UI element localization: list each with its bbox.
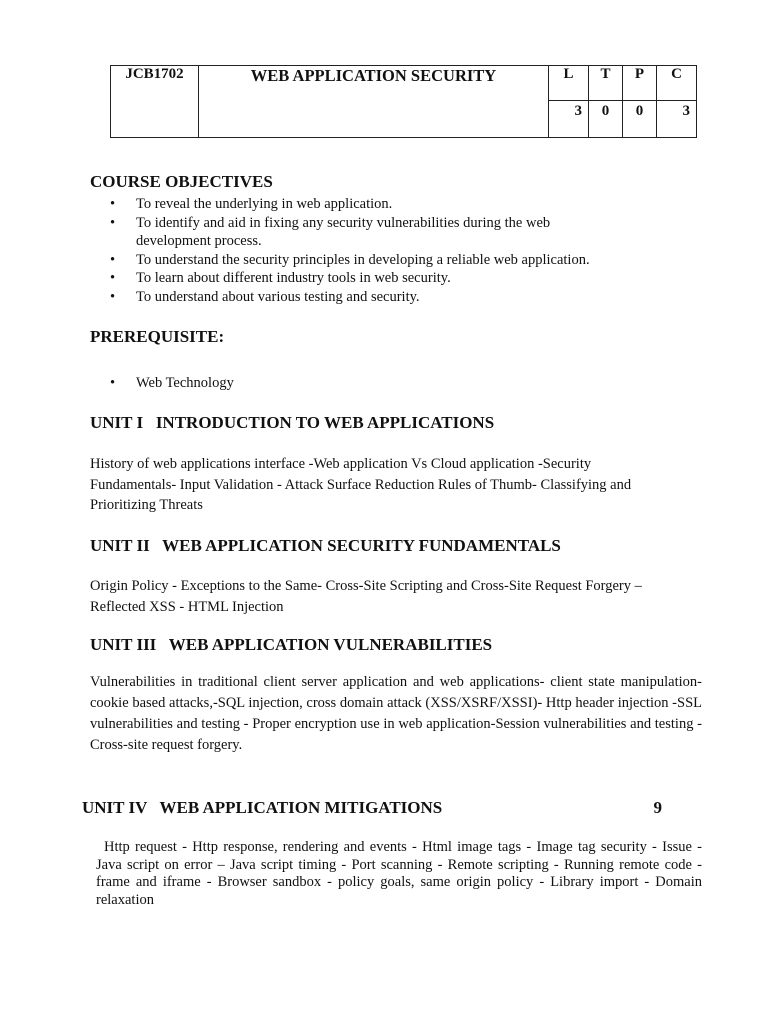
unit-4-content: Http request - Http response, rendering and events - Html image tags - Image tag security - Issue - Java script on error – Java script timing - Port scanning - Remote scripting - Running remote code - frame and iframe - Browser sandbox - policy goals, same origin policy - Library import - Domain relaxation <box>96 839 702 908</box>
unit-4-header <box>82 798 662 818</box>
course-title: WEB APPLICATION SECURITY <box>199 66 549 138</box>
unit-1-content: History of web applications interface -Web application Vs Cloud application -Security Fundamentals- Input Validation - Attack Surface Reduction Rules of Thumb- Classifying and Prioritizing Threats <box>90 456 632 513</box>
prerequisite-item: • Web Technology <box>110 375 234 391</box>
objective-item: • To reveal the underlying in web application. <box>110 196 393 212</box>
ltpc-value-l: 3 <box>549 101 589 138</box>
ltpc-value-p: 0 <box>623 101 657 138</box>
unit-3-content: Vulnerabilities in traditional client server application and web applications- client state manipulation-cookie based attacks,-SQL injection, cross domain attack (XSS/XSRF/XSSI)- Http header injection -SSL vulnerabilities and testing - Proper encryption use in web application-Session vulnerabilities and testing - Cross-site request forgery. <box>90 674 702 753</box>
ltpc-header-c: C <box>657 66 697 101</box>
unit-1-heading: UNIT I INTRODUCTION TO WEB APPLICATIONS <box>90 413 495 432</box>
ltpc-value-c: 3 <box>657 101 697 138</box>
objective-item: • To understand the security principles in developing a reliable web application. <box>110 251 590 268</box>
unit-4-heading: UNIT IV WEB APPLICATION MITIGATIONS <box>82 798 443 817</box>
unit-4-hours: 9 <box>653 798 662 817</box>
unit-3-heading: UNIT III WEB APPLICATION VULNERABILITIES <box>90 635 493 654</box>
unit-2-content: Origin Policy - Exceptions to the Same- Cross-Site Scripting and Cross-Site Request Forgery – Reflected XSS - HTML Injection <box>90 578 642 615</box>
ltpc-header-t: T <box>589 66 623 101</box>
objectives-heading: COURSE OBJECTIVES <box>90 172 273 191</box>
objectives-list <box>110 195 590 306</box>
unit-2-heading: UNIT II WEB APPLICATION SECURITY FUNDAMENTALS <box>90 536 561 555</box>
ltpc-header-p: P <box>623 66 657 101</box>
course-header-table <box>110 65 697 138</box>
ltpc-header-l: L <box>549 66 589 101</box>
objective-item: • To learn about different industry tools in web security. <box>110 270 451 286</box>
objective-item: • To identify and aid in fixing any security vulnerabilities during the web development process. <box>110 214 551 249</box>
objective-item: • To understand about various testing and security. <box>110 288 420 305</box>
prerequisite-list <box>110 374 590 393</box>
course-code: JCB1702 <box>111 66 199 138</box>
prerequisite-heading: PREREQUISITE: <box>90 327 225 346</box>
ltpc-value-t: 0 <box>589 101 623 138</box>
